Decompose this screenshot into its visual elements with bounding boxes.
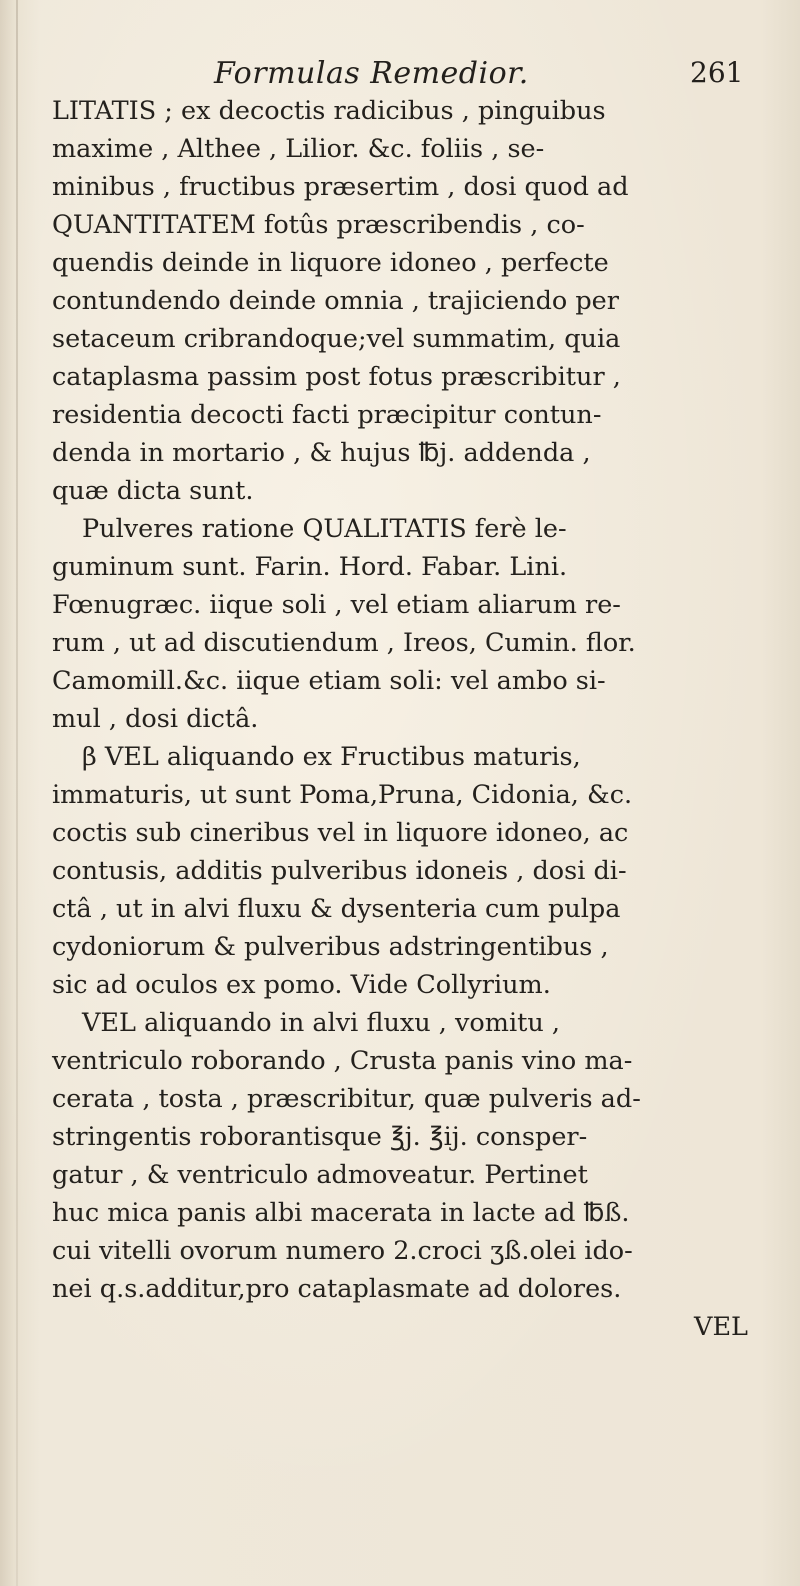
catchword: VEL <box>694 1312 748 1342</box>
text-line: β VEL aliquando ex Fructibus maturis, <box>82 742 581 772</box>
text-line: stringentis roborantisque ℥j. ℥ij. consper- <box>52 1122 588 1152</box>
text-line: mul , dosi dictâ. <box>52 704 259 734</box>
text-line: Camomill.&c. iique etiam soli: vel ambo si- <box>52 666 606 696</box>
body-text <box>52 92 752 1346</box>
text-line: ctâ , ut in alvi fluxu & dysenteria cum pulpa <box>52 894 621 924</box>
text-line: quæ dicta sunt. <box>52 476 254 506</box>
text-line: residentia decocti facti præcipitur contun- <box>52 400 602 430</box>
text-line: immaturis, ut sunt Poma,Pruna, Cidonia, &c. <box>52 780 633 810</box>
text-line: setaceum cribrandoque;vel summatim, quia <box>52 324 621 354</box>
text-line: cydoniorum & pulveribus adstringentibus , <box>52 932 609 962</box>
text-line: Pulveres ratione QUALITATIS ferè le- <box>82 514 567 544</box>
text-line: nei q.s.additur,pro cataplasmate ad dolores. <box>52 1274 622 1304</box>
text-line: QUANTITATEM fotûs præscribendis , co- <box>52 210 585 240</box>
text-line: guminum sunt. Farin. Hord. Fabar. Lini. <box>52 552 568 582</box>
page-gutter <box>16 0 18 1586</box>
text-line: cataplasma passim post fotus præscribitur , <box>52 362 621 392</box>
text-line: Fœnugræc. iique soli , vel etiam aliarum re- <box>52 590 621 620</box>
running-head: Formulas Remedior. <box>214 56 529 91</box>
text-line: minibus , fructibus præsertim , dosi quod ad <box>52 172 629 202</box>
text-line: rum , ut ad discutiendum , Ireos, Cumin. flor. <box>52 628 636 658</box>
text-line: ventriculo roborando , Crusta panis vino ma- <box>52 1046 633 1076</box>
text-line: huc mica panis albi macerata in lacte ad ℔ß. <box>52 1198 630 1228</box>
text-line: contusis, additis pulveribus idoneis , dosi di- <box>52 856 627 886</box>
text-line: sic ad oculos ex pomo. Vide Collyrium. <box>52 970 551 1000</box>
text-line: denda in mortario , & hujus ℔j. addenda , <box>52 438 591 468</box>
text-line: maxime , Althee , Lilior. &c. foliis , se- <box>52 134 545 164</box>
text-line: contundendo deinde omnia , trajiciendo per <box>52 286 619 316</box>
text-line: cerata , tosta , præscribitur, quæ pulveris ad- <box>52 1084 641 1114</box>
text-line: quendis deinde in liquore idoneo , perfecte <box>52 248 609 278</box>
text-line: VEL aliquando in alvi fluxu , vomitu , <box>82 1008 560 1038</box>
text-line: gatur , & ventriculo admoveatur. Pertinet <box>52 1160 588 1190</box>
text-line: cui vitelli ovorum numero 2.croci ʒß.olei ido- <box>52 1236 633 1266</box>
text-line: coctis sub cineribus vel in liquore idoneo, ac <box>52 818 629 848</box>
page-number: 261 <box>690 56 744 89</box>
text-line: LITATIS ; ex decoctis radicibus , pinguibus <box>52 96 606 126</box>
